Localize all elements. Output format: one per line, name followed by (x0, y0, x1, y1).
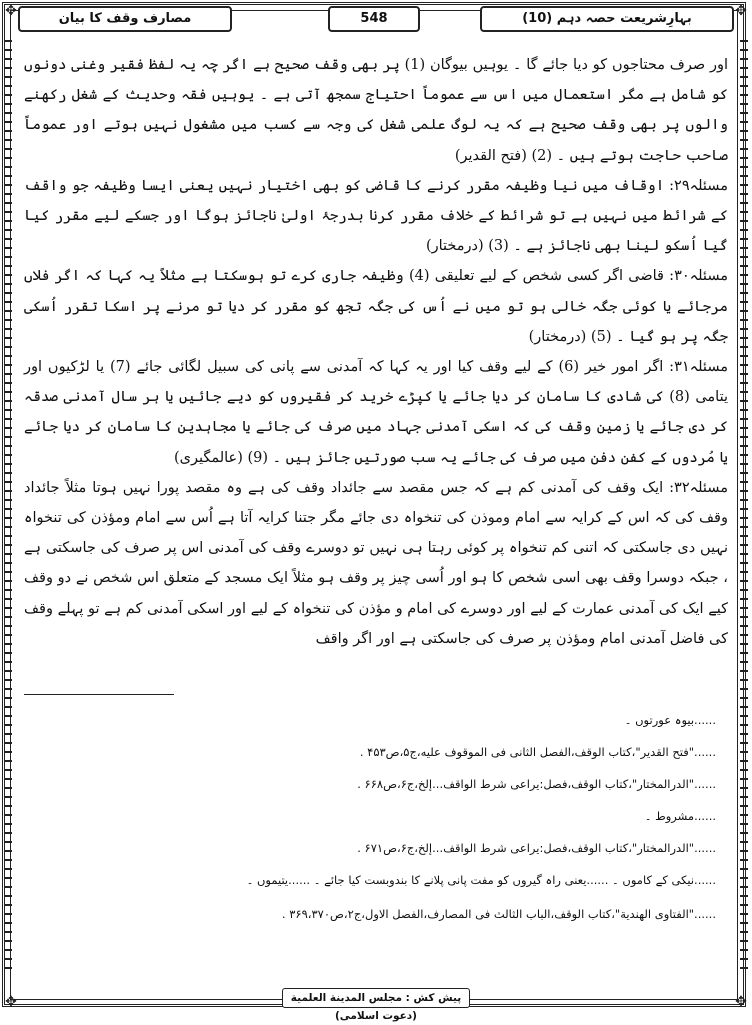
paragraph-masala-29: مسئلہ۲۹: اوقاف میں نیا وظیفہ مقرر کرنے کا قاضی کو بھی اختیار نہیں یعنی ایسا وظیفہ جو واقف کے شرائط میں نہیں ہے تو شرائط کے خلاف مقرر کرنا بدرجۂ اولیٰ ناجائز ہوگا اور جسکے لیے مقرر کیا گیا اُسکو لینا بھی ناجائز ہے ۔ (3) (درمختار) (24, 177, 728, 255)
right-border-ornament (740, 40, 748, 973)
footnote-3: ......"الدرالمختار"،کتاب الوقف،فصل:یراعی شرط الواقف...إلخ،ج۶،ص۶۶۸ . (357, 777, 716, 791)
footnote-6-8: ......نیکی کے کاموں ۔ ......یعنی راہ گیروں کو مفت پانی پلانے کا بندوبست کیا جائے ۔ ......یتیموں ۔ (246, 873, 716, 887)
footnote-1: ......بیوہ عورتوں ۔ (624, 713, 716, 727)
page-number: 548 (328, 6, 420, 32)
paragraph-masala-30: مسئلہ۳۰: قاضی اگر کسی شخص کے لیے تعلیقی (4) وظیفہ جاری کرے تو ہوسکتا ہے مثلاً یہ کہا کہ اگر فلاں مرجائے یا کوئی جگہ خالی ہو تو میں نے اُس کی جگہ تجھ کو مقرر کر دیا تو مرنے پر اسکا تقرر اُسکی جگہ پر ہو گیا ۔ (5) (درمختار) (24, 268, 729, 345)
paragraph-masala-32: مسئلہ۳۲: ایک وقف کی آمدنی کم ہے کہ جس مقصد سے جائداد وقف کی ہے وہ مقصد پورا نہیں ہوتا مثلاً جائداد وقف کی کہ اس کے کرایہ سے امام وموذن کی تنخواہ دی جائے مگر جتنا کرایہ آتا ہے اُس سے امام ومؤذن کی تنخواہ نہیں دی جاسکتی کہ اتنی کم تنخواہ پر کوئی رہتا ہی نہیں تو دوسرے وقف کی آمدنی اس پر صرف کی جاسکتی ہے ، جبکہ دوسرا وقف بھی اسی شخص کا ہو اور اُسی چیز پر وقف ہو مثلاً ایک مسجد کے متعلق اس شخص نے دو وقف کیے ایک کی آمدنی عمارت کے لیے اور دوسرے کی امام و مؤذن کی تنخواہ کے لیے اور اسکی آمدنی کم ہے تو پہلے وقف کی فاضل آمدنی امام ومؤذن پر صرف کی جاسکتی ہے اور اگر واقف (24, 479, 728, 647)
footnote-5: ......"الدرالمختار"،کتاب الوقف،فصل:یراعی شرط الواقف...إلخ،ج۶،ص۶۷۱ . (357, 841, 716, 855)
book-title: بہارِشریعت حصہ دہم (10) (480, 6, 734, 32)
footnote-9: ......"الفتاوی الهندیة"،کتاب الوقف،الباب الثالث فی المصارف،الفصل الاول،ج۲،ص۳۶۹،۳۷۰ . (281, 907, 716, 921)
main-text (24, 50, 728, 654)
publisher-footer: پیش کش : مجلس المدینة العلمیة (دعوت اسلامی) (282, 988, 470, 1008)
chapter-title: مصارف وقف کا بیان (18, 6, 232, 32)
paragraph-intro: اور صرف محتاجوں کو دیا جائے گا ۔ یوہیں بیوگان (1) پر بھی وقف صحیح ہے اگر چہ یہ لفظ فقیر وغنی دونوں کو شامل ہے مگر استعمال میں اس سے عموماً احتیاج سمجھ آتی ہے ۔ یوہیں فقہ وحدیث کے شغل رکھنے والوں پر بھی وقف صحیح ہے کہ یہ لوگ علمی شغل کی وجہ سے کسب میں مشغول نہیں ہوتے اور عموماً صاحب حاجت ہوتے ہیں ۔ (2) (فتح القدیر) (24, 57, 728, 164)
left-border-ornament (4, 40, 12, 973)
footnote-4: ......مشروط ۔ (644, 809, 716, 823)
corner-ornament-icon: ✥ (5, 994, 17, 1010)
corner-ornament-icon: ✥ (735, 3, 747, 19)
corner-ornament-icon: ✥ (735, 994, 747, 1010)
footnote-2: ......"فتح القدیر"،کتاب الوقف،الفصل الثانی فی الموقوف علیه،ج۵،ص۴۵۳ . (359, 745, 716, 759)
footnote-separator (24, 694, 174, 695)
corner-ornament-icon: ✥ (5, 3, 17, 19)
paragraph-masala-31: مسئلہ۳۱: اگر امور خیر (6) کے لیے وقف کیا اور یہ کہا کہ آمدنی سے پانی کی سبیل لگائی جائے (7) یا لڑکیوں اور یتامی (8) کی شادی کا سامان کر دیا جائے یا کپڑے خرید کر فقیروں کو دیے جائیں یا ہر سال آمدنی صدقہ کر دی جائے یا زمین وقف کی کہ اسکی آمدنی جہاد میں صرف کی جائے یا مجاہدین کا سامان کر دیا جائے یا مُردوں کے کفن دفن میں صرف کی جائے یہ سب صورتیں جائز ہیں ۔ (9) (عالمگیری) (24, 359, 729, 466)
